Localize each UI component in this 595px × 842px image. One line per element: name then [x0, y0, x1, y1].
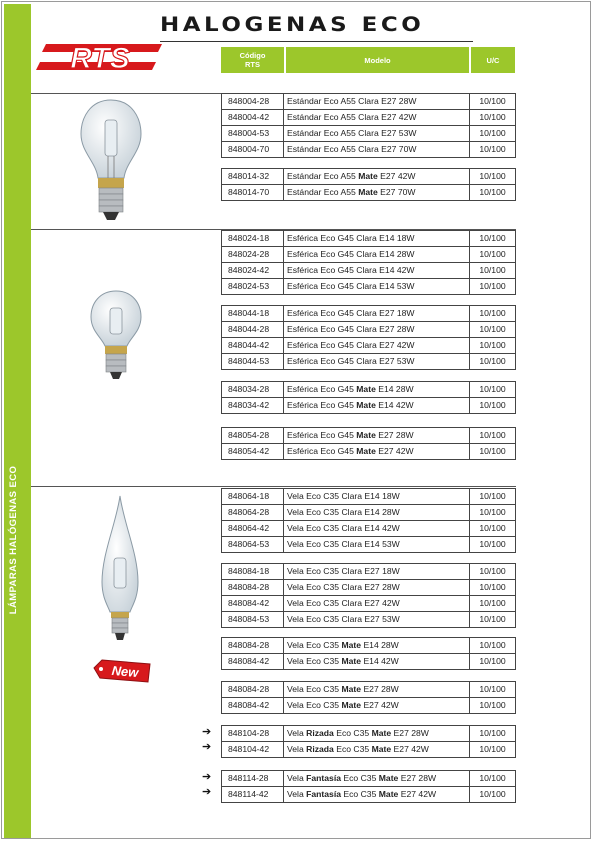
product-model	[284, 654, 470, 669]
product-uc: 10/100	[479, 265, 506, 275]
product-code: 848024-18	[222, 231, 284, 246]
model-text: E27 70W	[377, 187, 416, 197]
table-row	[222, 742, 515, 758]
product-group	[221, 725, 516, 758]
product-model	[284, 787, 470, 802]
product-model	[284, 126, 470, 141]
arrow-icon: ➔	[202, 771, 212, 783]
model-text: Estándar Eco A55 Clara E27 28W	[287, 96, 417, 106]
product-model	[284, 638, 470, 653]
model-text: Esférica Eco G45 Clara E27 18W	[287, 308, 415, 318]
model-text: Esférica Eco G45 Clara E27 42W	[287, 340, 415, 350]
table-row	[222, 505, 515, 521]
section-divider	[31, 486, 516, 487]
model-text: Estándar Eco A55 Clara E27 53W	[287, 128, 417, 138]
product-uc: 10/100	[479, 656, 506, 666]
table-row	[222, 654, 515, 670]
title-underline	[160, 41, 473, 42]
model-text: Estándar Eco A55	[287, 171, 359, 181]
product-model	[284, 263, 470, 278]
product-code: 848044-53	[222, 354, 284, 369]
product-code: 848114-42	[222, 787, 284, 802]
table-row	[222, 638, 515, 654]
product-code: 848084-42	[222, 654, 284, 669]
product-model	[284, 428, 470, 443]
product-code: 848104-42	[222, 742, 284, 757]
product-uc: 10/100	[479, 744, 506, 754]
model-text: E14 28W	[361, 640, 399, 650]
product-uc: 10/100	[479, 384, 506, 394]
model-emphasis: Mate	[371, 728, 392, 738]
model-emphasis: Rizada	[306, 744, 334, 754]
table-row	[222, 521, 515, 537]
product-model	[284, 537, 470, 552]
model-emphasis: Mate	[378, 773, 399, 783]
product-uc: 10/100	[479, 789, 506, 799]
model-text: Vela Eco C35	[287, 684, 342, 694]
model-emphasis: Fantasía	[306, 773, 341, 783]
sidebar-label: LÁMPARAS HALÓGENAS ECO	[8, 465, 19, 615]
model-emphasis: Mate	[341, 656, 362, 666]
product-code: 848054-42	[222, 444, 284, 459]
model-text: Estándar Eco A55	[287, 187, 359, 197]
model-text: Vela	[287, 744, 307, 754]
model-emphasis: Mate	[358, 171, 378, 181]
product-uc: 10/100	[479, 728, 506, 738]
product-uc: 10/100	[479, 582, 506, 592]
model-text: E14 42W	[361, 656, 399, 666]
product-code: 848084-42	[222, 596, 284, 611]
product-uc: 10/100	[479, 614, 506, 624]
product-model	[284, 742, 470, 757]
model-text: Vela	[287, 789, 307, 799]
table-row	[222, 263, 515, 279]
product-group	[221, 488, 516, 553]
product-code: 848064-53	[222, 537, 284, 552]
table-row	[222, 537, 515, 553]
model-text: Vela Eco C35	[287, 700, 342, 710]
model-text: Eco C35	[333, 728, 372, 738]
product-model	[284, 612, 470, 627]
model-text: Esférica Eco G45	[287, 384, 357, 394]
model-text: Vela Eco C35 Clara E27 42W	[287, 598, 400, 608]
product-model	[284, 580, 470, 595]
model-text: E27 28W	[398, 773, 437, 783]
table-row	[222, 338, 515, 354]
product-group	[221, 93, 516, 158]
product-code: 848024-28	[222, 247, 284, 262]
model-text: Esférica Eco G45 Clara E14 53W	[287, 281, 415, 291]
product-uc: 10/100	[479, 233, 506, 243]
product-model	[284, 306, 470, 321]
product-group	[221, 230, 516, 295]
table-row	[222, 169, 515, 185]
globe-bulb-image	[88, 288, 144, 388]
sidebar-strip	[4, 4, 31, 838]
arrow-icon: ➔	[202, 741, 212, 753]
model-text: E27 42W	[398, 789, 437, 799]
model-text: Vela	[287, 728, 307, 738]
product-model	[284, 110, 470, 125]
model-text: Estándar Eco A55 Clara E27 70W	[287, 144, 417, 154]
table-row	[222, 682, 515, 698]
model-text: Esférica Eco G45	[287, 400, 357, 410]
table-row	[222, 596, 515, 612]
model-emphasis: Mate	[341, 684, 362, 694]
product-group	[221, 381, 516, 414]
product-uc: 10/100	[479, 249, 506, 259]
model-text: Esférica Eco G45 Clara E27 53W	[287, 356, 415, 366]
product-code: 848084-18	[222, 564, 284, 579]
product-model	[284, 564, 470, 579]
table-row	[222, 322, 515, 338]
product-code: 848004-70	[222, 142, 284, 157]
product-code: 848034-42	[222, 398, 284, 413]
product-code: 848014-32	[222, 169, 284, 184]
model-emphasis: Mate	[356, 446, 376, 456]
product-uc: 10/100	[479, 539, 506, 549]
product-model	[284, 771, 470, 786]
product-uc: 10/100	[479, 491, 506, 501]
product-model	[284, 94, 470, 109]
product-code: 848084-28	[222, 682, 284, 697]
model-text: E14 28W	[375, 384, 414, 394]
model-emphasis: Mate	[356, 400, 376, 410]
model-text: Esférica Eco G45 Clara E14 42W	[287, 265, 415, 275]
product-uc: 10/100	[479, 356, 506, 366]
product-code: 848044-18	[222, 306, 284, 321]
brand-text: RTS	[70, 42, 130, 74]
product-code: 848004-53	[222, 126, 284, 141]
new-badge	[92, 654, 154, 686]
product-model	[284, 682, 470, 697]
table-row	[222, 354, 515, 370]
product-code: 848064-28	[222, 505, 284, 520]
arrow-icon: ➔	[202, 786, 212, 798]
product-group	[221, 427, 516, 460]
model-emphasis: Mate	[371, 744, 392, 754]
model-text: Estándar Eco A55 Clara E27 42W	[287, 112, 417, 122]
model-text: Esférica Eco G45 Clara E14 18W	[287, 233, 415, 243]
product-group	[221, 770, 516, 803]
product-code: 848034-28	[222, 382, 284, 397]
product-group	[221, 305, 516, 370]
table-row	[222, 787, 515, 803]
product-uc: 10/100	[479, 523, 506, 533]
model-text: E27 42W	[361, 700, 399, 710]
product-group	[221, 681, 516, 714]
product-code: 848044-28	[222, 322, 284, 337]
header-code: Código RTS	[221, 47, 284, 73]
model-emphasis: Mate	[341, 700, 362, 710]
page-title: HALOGENAS ECO	[160, 14, 425, 37]
product-code: 848004-42	[222, 110, 284, 125]
model-emphasis: Mate	[356, 384, 376, 394]
product-code: 848084-28	[222, 580, 284, 595]
product-uc: 10/100	[479, 112, 506, 122]
model-text: E27 28W	[375, 430, 414, 440]
product-code: 848024-42	[222, 263, 284, 278]
product-code: 848084-28	[222, 638, 284, 653]
table-row	[222, 382, 515, 398]
product-model	[284, 505, 470, 520]
product-uc: 10/100	[479, 281, 506, 291]
product-uc: 10/100	[479, 400, 506, 410]
product-model	[284, 489, 470, 504]
model-text: E27 42W	[391, 744, 429, 754]
product-model	[284, 698, 470, 713]
product-code: 848064-42	[222, 521, 284, 536]
product-model	[284, 338, 470, 353]
model-text: Vela Eco C35 Clara E14 28W	[287, 507, 400, 517]
model-text: E27 28W	[391, 728, 429, 738]
model-text: Vela Eco C35 Clara E27 28W	[287, 582, 400, 592]
table-row	[222, 726, 515, 742]
new-badge-text: New	[111, 662, 140, 681]
product-uc: 10/100	[479, 128, 506, 138]
standard-bulb-image	[78, 96, 144, 226]
product-group	[221, 637, 516, 670]
model-text: Esférica Eco G45	[287, 446, 357, 456]
model-text: Eco C35	[341, 789, 379, 799]
model-text: Vela Eco C35	[287, 656, 342, 666]
product-uc: 10/100	[479, 324, 506, 334]
model-emphasis: Mate	[356, 430, 376, 440]
product-uc: 10/100	[479, 340, 506, 350]
product-uc: 10/100	[479, 96, 506, 106]
product-group	[221, 563, 516, 628]
model-emphasis: Fantasía	[306, 789, 341, 799]
model-text: E14 42W	[375, 400, 414, 410]
table-row	[222, 231, 515, 247]
product-code: 848114-28	[222, 771, 284, 786]
model-text: Vela Eco C35 Clara E14 53W	[287, 539, 400, 549]
table-row	[222, 428, 515, 444]
table-row	[222, 279, 515, 295]
model-text: Vela Eco C35 Clara E14 18W	[287, 491, 400, 501]
product-code: 848024-53	[222, 279, 284, 294]
table-row	[222, 444, 515, 460]
rts-logo	[36, 40, 164, 74]
table-row	[222, 126, 515, 142]
product-uc: 10/100	[479, 446, 506, 456]
model-emphasis: Rizada	[306, 728, 334, 738]
product-uc: 10/100	[479, 700, 506, 710]
header-model: Modelo	[286, 47, 469, 73]
model-text: Esférica Eco G45 Clara E14 28W	[287, 249, 415, 259]
product-code: 848084-42	[222, 698, 284, 713]
model-text: Vela	[287, 773, 307, 783]
product-model	[284, 322, 470, 337]
product-uc: 10/100	[479, 308, 506, 318]
product-model	[284, 247, 470, 262]
product-uc: 10/100	[479, 640, 506, 650]
product-code: 848084-53	[222, 612, 284, 627]
model-text: E27 28W	[361, 684, 399, 694]
product-uc: 10/100	[479, 171, 506, 181]
model-emphasis: Mate	[341, 640, 362, 650]
arrow-icon: ➔	[202, 726, 212, 738]
product-model	[284, 142, 470, 157]
model-text: Eco C35	[341, 773, 379, 783]
table-row	[222, 94, 515, 110]
table-row	[222, 398, 515, 414]
model-text: Esférica Eco G45	[287, 430, 357, 440]
table-row	[222, 185, 515, 201]
product-code: 848004-28	[222, 94, 284, 109]
product-model	[284, 521, 470, 536]
table-row	[222, 612, 515, 628]
table-row	[222, 306, 515, 322]
product-uc: 10/100	[479, 566, 506, 576]
model-text: Vela Eco C35 Clara E27 18W	[287, 566, 400, 576]
table-row	[222, 142, 515, 158]
product-uc: 10/100	[479, 684, 506, 694]
header-uc: U/C	[471, 47, 515, 73]
table-row	[222, 771, 515, 787]
product-model	[284, 231, 470, 246]
product-model	[284, 596, 470, 611]
product-model	[284, 444, 470, 459]
model-text: Eco C35	[333, 744, 372, 754]
model-text: Esférica Eco G45 Clara E27 28W	[287, 324, 415, 334]
model-emphasis: Mate	[378, 789, 399, 799]
product-model	[284, 169, 470, 184]
table-row	[222, 247, 515, 263]
product-model	[284, 185, 470, 200]
product-model	[284, 382, 470, 397]
product-model	[284, 398, 470, 413]
model-text: Vela Eco C35	[287, 640, 342, 650]
product-code: 848044-42	[222, 338, 284, 353]
product-uc: 10/100	[479, 430, 506, 440]
product-uc: 10/100	[479, 144, 506, 154]
product-model	[284, 726, 470, 741]
product-code: 848014-70	[222, 185, 284, 200]
product-model	[284, 354, 470, 369]
table-row	[222, 580, 515, 596]
model-text: E27 42W	[377, 171, 416, 181]
candle-bulb-image	[98, 494, 142, 644]
product-model	[284, 279, 470, 294]
table-row	[222, 110, 515, 126]
product-code: 848104-28	[222, 726, 284, 741]
model-emphasis: Mate	[358, 187, 378, 197]
product-group	[221, 168, 516, 201]
model-text: E27 42W	[375, 446, 414, 456]
model-text: Vela Eco C35 Clara E27 53W	[287, 614, 400, 624]
product-code: 848064-18	[222, 489, 284, 504]
table-row	[222, 698, 515, 714]
model-text: Vela Eco C35 Clara E14 42W	[287, 523, 400, 533]
product-uc: 10/100	[479, 187, 506, 197]
product-uc: 10/100	[479, 598, 506, 608]
product-code: 848054-28	[222, 428, 284, 443]
product-uc: 10/100	[479, 773, 506, 783]
table-row	[222, 564, 515, 580]
table-row	[222, 489, 515, 505]
product-uc: 10/100	[479, 507, 506, 517]
